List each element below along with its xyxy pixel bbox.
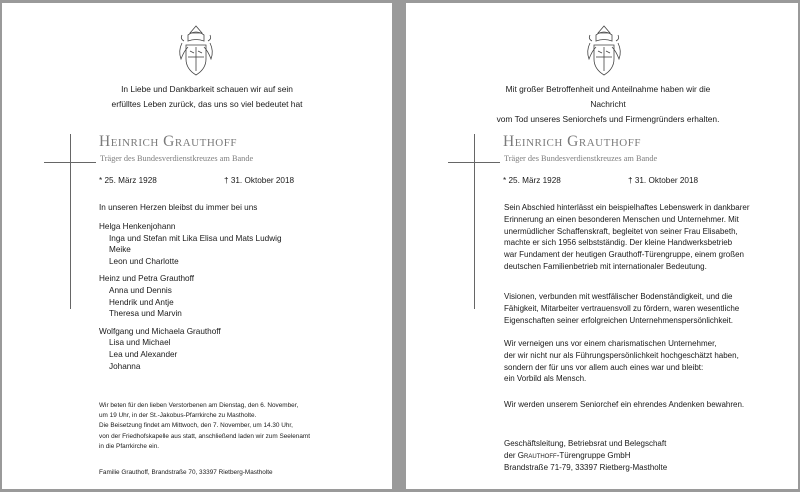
paragraph-legacy: Sein Abschied hinterlässt ein beispielhaftes Lebenswerk in dankbarer Erinnerung an einen besonderen Menschen und Unternehmer. Mit unermüdlicher Schaffenskraft, begleitet von seiner Frau Elisabeth, machte er sich 1956 selbstständig. Der kleine Handwerksbetrieb war Fundament der heutigen Grauthoff-Türengruppe, einem großen deutschen Familienbetrieb mit internationaler Bedeutung. — [504, 203, 750, 271]
family-member: Leon und Charlotte — [109, 256, 179, 266]
family-group — [99, 221, 282, 267]
tagline: In unseren Herzen bleibst du immer bei uns — [99, 203, 258, 212]
family-member: Hendrik und Antje — [109, 297, 174, 307]
cross-icon — [474, 134, 475, 309]
family-address: Familie Grauthoff, Brandstraße 70, 33397 Rietberg-Mastholte — [99, 469, 273, 476]
signature-company: der Grauthoff-Türengruppe GmbH — [504, 450, 631, 460]
family-member: Johanna — [109, 361, 141, 371]
family-head: Helga Henkenjohann — [99, 222, 176, 231]
family-head: Wolfgang und Michaela Grauthoff — [99, 326, 221, 336]
honor-subtitle: Träger des Bundesverdienstkreuzes am Bande — [100, 154, 254, 163]
family-list — [99, 221, 282, 378]
honor-subtitle: Träger des Bundesverdienstkreuzes am Bande — [504, 154, 658, 163]
intro-text: In Liebe und Dankbarkeit schauen wir auf sein erfülltes Leben zurück, das uns so viel bedeutet hat — [111, 84, 303, 109]
cross-beam — [448, 162, 500, 163]
family-head: Heinz und Petra Grauthoff — [99, 274, 194, 284]
birth-date: * 25. März 1928 — [99, 176, 157, 185]
obituary-company-page — [406, 3, 798, 489]
deceased-name: Heinrich Grauthoff — [99, 133, 237, 150]
paragraph-vision: Visionen, verbunden mit westfälischer Bodenständigkeit, und die Fähigkeit, Mitarbeiter vertrauensvoll zu fördern, waren wesentliche Eigenschaften seiner erfolgreichen Unternehmenspersönlichkeit. — [504, 292, 740, 325]
family-group — [99, 273, 282, 319]
death-date: † 31. Oktober 2018 — [224, 176, 295, 185]
birth-date: * 25. März 1928 — [503, 176, 561, 185]
service-notice: Wir beten für den lieben Verstorbenen am Dienstag, den 6. November, um 19 Uhr, in der St.-Jakobus-Pfarrkirche zu Mastholte. Die Beisetzung findet am Mittwoch, den 7. November, um 14.30 Uhr, von der Friedhofskapelle aus statt, anschließend laden wir zum Seelenamt in die Pfarrkirche ein. — [99, 402, 311, 450]
deceased-name: Heinrich Grauthoff — [503, 133, 641, 150]
obituary-family-page — [2, 3, 392, 489]
cross-icon — [70, 134, 71, 309]
family-group — [99, 326, 282, 372]
coat-of-arms-icon — [584, 23, 624, 79]
signature-line: Geschäftsleitung, Betriebsrat und Belegschaft — [504, 439, 667, 448]
cross-beam — [44, 162, 96, 163]
company-signature — [504, 438, 667, 473]
family-member: Anna und Dennis — [109, 285, 172, 295]
family-member: Lea und Alexander — [109, 349, 178, 359]
paragraph-closing: Wir werden unserem Seniorchef ein ehrendes Andenken bewahren. — [504, 400, 745, 409]
family-member: Lisa und Michael — [109, 338, 171, 348]
family-member: Meike — [109, 245, 131, 255]
intro-text: Mit großer Betroffenheit und Anteilnahme haben wir die Nachricht vom Tod unseres Seniorchefs und Firmengründers erhalten. — [496, 84, 720, 124]
death-date: † 31. Oktober 2018 — [628, 176, 699, 185]
paragraph-tribute: Wir verneigen uns vor einem charismatischen Unternehmer, der wir nicht nur als Führungspersönlichkeit hochgeschätzt haben, sondern der für uns vor allem auch eines war und bleibt: ein Vorbild als Mensch. — [504, 339, 739, 384]
coat-of-arms-icon — [176, 23, 216, 79]
family-member: Theresa und Marvin — [109, 309, 182, 319]
company-address: Brandstraße 71-79, 33397 Rietberg-Mastholte — [504, 462, 668, 472]
family-member: Inga und Stefan mit Lika Elisa und Mats Ludwig — [109, 233, 282, 243]
